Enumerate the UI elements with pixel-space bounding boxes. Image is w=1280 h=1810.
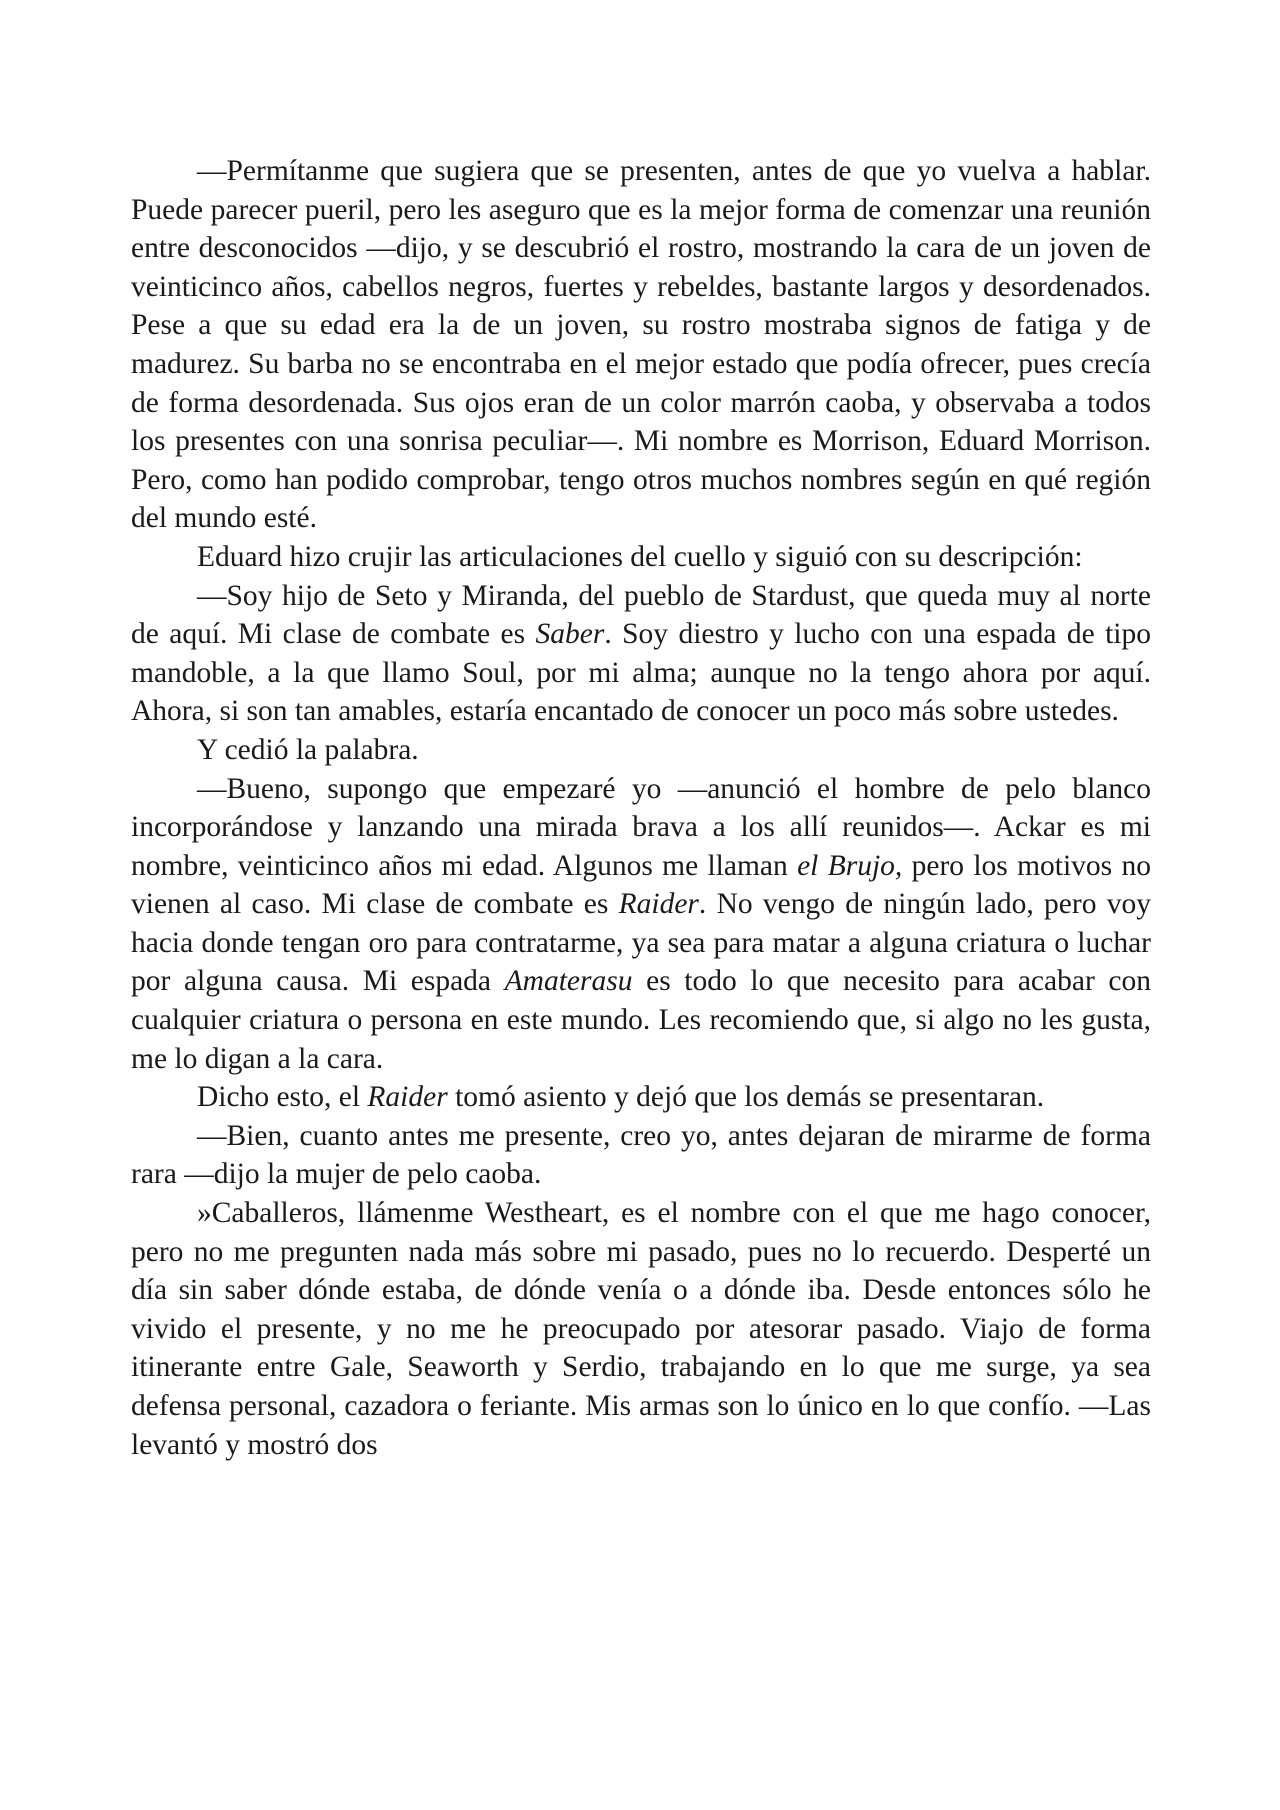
italic-run: el Brujo,	[797, 849, 903, 882]
italic-run: Raider	[618, 888, 699, 921]
italic-run: Saber	[535, 618, 605, 651]
paragraph	[131, 770, 1151, 1079]
text-run: . No vengo de ningún lado, pero voy hacia donde tengan oro para contratarme, ya sea para matar a alguna criatura o luchar por alguna causa. Mi espada	[131, 888, 1151, 998]
book-page	[131, 152, 1151, 1464]
paragraph	[131, 731, 1151, 770]
text-run: »Caballeros, llámenme Westheart, es el nombre con el que me hago conocer, pero no me pregunten nada más sobre mi pasado, pues no lo recuerdo. Desperté un día sin saber dónde estaba, de dónde venía o a dónde iba. Desde entonces sólo he vivido el presente, y no me he preocupado por atesorar pasado. Viajo de forma itinerante entre Gale, Seaworth y Serdio, trabajando en lo que me surge, ya sea defensa personal, cazadora o feriante. Mis armas son lo único en lo que confío. —Las levantó y mostró dos	[131, 1197, 1151, 1461]
text-run: —Bien, cuanto antes me presente, creo yo, antes dejaran de mirarme de forma rara —dijo la mujer de pelo caoba.	[131, 1119, 1151, 1191]
paragraph	[131, 577, 1151, 731]
text-run: es todo lo que necesito para acabar con cualquier criatura o persona en este mundo. Les recomiendo que, si algo no les gusta, me lo digan a la cara.	[131, 965, 1151, 1075]
paragraph	[131, 152, 1151, 538]
paragraph	[131, 1194, 1151, 1464]
text-run: —Bueno, supongo que empezaré yo —anunció el hombre de pelo blanco incorporándose y lanzando una mirada brava a los allí reunidos—. Ackar es mi nombre, veinticinco años mi edad. Algunos me llaman	[131, 772, 1151, 882]
text-run: —Soy hijo de Seto y Miranda, del pueblo de Stardust, que queda muy al norte de aquí. Mi clase de combate es	[131, 579, 1151, 651]
text-run: Eduard hizo crujir las articulaciones del cuello y siguió con su descripción:	[197, 540, 1083, 573]
text-run: pero los motivos no vienen al caso. Mi clase de combate es	[131, 849, 1151, 921]
paragraph	[131, 538, 1151, 577]
text-run: tomó asiento y dejó que los demás se presentaran.	[447, 1081, 1045, 1114]
text-run: Dicho esto, el	[197, 1081, 368, 1114]
paragraph	[131, 1117, 1151, 1194]
text-run: —Permítanme que sugiera que se presenten, antes de que yo vuelva a hablar. Puede parecer pueril, pero les aseguro que es la mejor forma de comenzar una reunión entre desconocidos —dijo, y se descubrió el rostro, mostrando la cara de un joven de veinticinco años, cabellos negros, fuertes y rebeldes, bastante largos y desordenados. Pese a que su edad era la de un joven, su rostro mostraba signos de fatiga y de madurez. Su barba no se encontraba en el mejor estado que podía ofrecer, pues crecía de forma desordenada. Sus ojos eran de un color marrón caoba, y observaba a todos los presentes con una sonrisa peculiar—. Mi nombre es Morrison, Eduard Morrison. Pero, como han podido comprobar, tengo otros muchos nombres según en qué región del mundo esté.	[131, 155, 1151, 535]
text-run: . Soy diestro y lucho con una espada de tipo mandoble, a la que llamo Soul, por mi alma; aunque no la tengo ahora por aquí. Ahora, si son tan amables, estaría encantado de conocer un poco más sobre ustedes.	[131, 618, 1151, 728]
paragraph	[131, 1078, 1151, 1117]
text-run: Y cedió la palabra.	[197, 733, 419, 766]
italic-run: Raider	[367, 1081, 448, 1114]
italic-run: Amaterasu	[504, 965, 633, 998]
